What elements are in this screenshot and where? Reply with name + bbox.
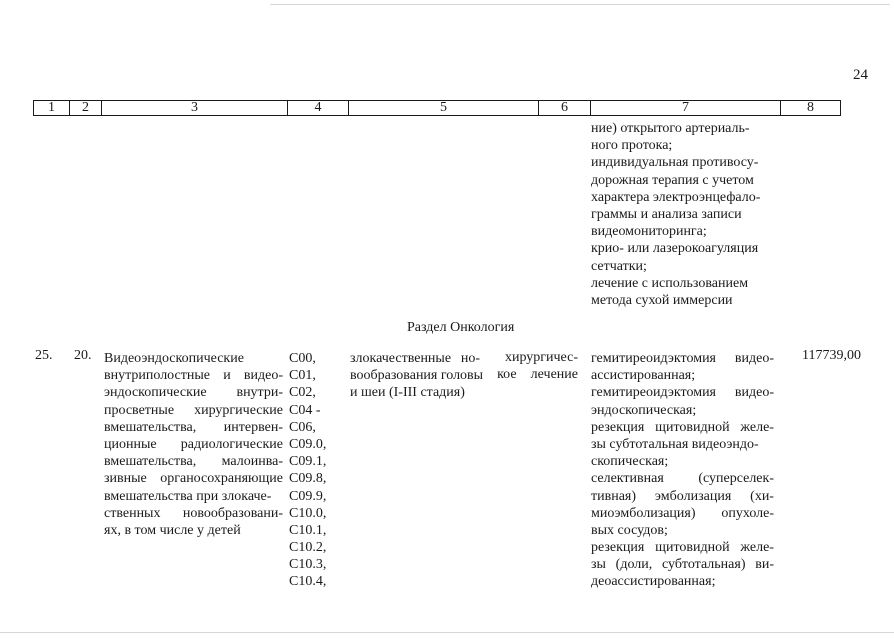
method-line-word: эндоскопическая;: [591, 402, 697, 418]
continued-method-line: лечение с использованием: [591, 275, 749, 291]
description-line-word: радиологические: [180, 436, 283, 452]
method-line-word: резекция: [591, 540, 645, 556]
scan-edge-line-bottom: [0, 632, 894, 633]
description-line-word: просветные: [104, 402, 175, 418]
method-line-word: щитовидной: [655, 540, 730, 556]
icd-code: C10.0,: [289, 505, 327, 521]
page-number: 24: [853, 67, 868, 83]
description-line-word: ях, в том числе у детей: [104, 522, 241, 538]
description-line-word: вмешательства,: [104, 454, 197, 470]
continued-method-line: ного протока;: [591, 138, 673, 154]
method-line: [591, 556, 774, 573]
column-number-3: 3: [102, 101, 288, 116]
method-line: [591, 522, 774, 539]
method-line-word: щитовидной: [655, 419, 730, 435]
continued-method-line: видеомониторинга;: [591, 224, 707, 240]
description-line-word: и: [223, 368, 231, 384]
method-line: [591, 402, 774, 419]
description-line: [104, 350, 283, 367]
method-line-word: видео-: [734, 351, 774, 366]
continued-method-line: дорожная терапия с учетом: [591, 172, 754, 188]
column-number-8: 8: [781, 101, 841, 116]
icd-code: C01,: [289, 368, 316, 384]
icd-code: C10.3,: [289, 557, 327, 573]
cost-value: 117739,00: [802, 348, 861, 363]
continued-method-line: граммы и анализа записи: [591, 206, 742, 222]
method-line-word: желе-: [740, 540, 774, 556]
diagnosis-text: [350, 350, 484, 402]
column-number-1: 1: [34, 101, 70, 116]
diagnosis-line-word: и шеи (I-III стадия): [350, 385, 465, 401]
treatment-type-word: кое: [497, 367, 517, 382]
treatment-type-line-1: [483, 350, 578, 366]
description-line: [104, 419, 283, 436]
icd-code: C09.1,: [289, 454, 327, 470]
description-line-word: хирургические: [194, 402, 283, 418]
method-line: [591, 350, 774, 367]
care-type-description: [104, 350, 283, 539]
diagnosis-line: [350, 384, 480, 401]
method-line-word: ви-: [755, 557, 774, 573]
icd-code: C09.9,: [289, 488, 327, 504]
description-line: [104, 367, 283, 384]
column-number-5: 5: [349, 101, 539, 116]
method-line-word: опухоле-: [721, 505, 774, 521]
description-line: [104, 436, 283, 453]
scan-edge-line-top: [270, 4, 890, 5]
treatment-type-line-2: [483, 367, 578, 383]
item-number: 20.: [74, 348, 92, 363]
continued-method-line: характера электроэнцефало-: [591, 189, 761, 205]
continued-method-line: ние) открытого артериаль-: [591, 121, 750, 136]
icd-code: C10.2,: [289, 540, 327, 556]
icd-code: C10.1,: [289, 522, 327, 538]
continued-method-line: индивидуальная противосу-: [591, 155, 759, 171]
description-line-word: эндоскопические: [104, 385, 207, 401]
description-line: [104, 384, 283, 401]
method-line-word: деоассистированная;: [591, 574, 716, 590]
icd-code: C09.0,: [289, 436, 327, 452]
description-line-word: ционные: [104, 436, 157, 452]
method-line-word: (хи-: [750, 488, 774, 504]
description-line-word: внутриполостные: [104, 368, 210, 384]
continued-method-line: метода сухой иммерсии: [591, 292, 733, 308]
method-line-word: субтотальная): [661, 557, 746, 573]
column-number-7: 7: [591, 101, 781, 116]
method-line-word: видео-: [734, 385, 774, 401]
description-line-word: вмешательства при злокаче-: [104, 488, 272, 504]
description-line-word: видео-: [243, 368, 283, 384]
method-line-word: гемитиреоидэктомия: [591, 385, 716, 401]
description-line: [104, 402, 283, 419]
icd-code: C00,: [289, 351, 316, 366]
diagnosis-line: [350, 350, 480, 367]
method-line-word: селективная: [591, 471, 664, 487]
description-line: [104, 522, 283, 539]
method-line-word: резекция: [591, 419, 645, 435]
description-line-word: интервен-: [223, 419, 283, 435]
treatment-methods-text: [591, 350, 774, 591]
section-title: Раздел Онкология: [407, 320, 515, 335]
method-line-word: эмболизация: [654, 488, 732, 504]
method-line-word: желе-: [740, 419, 774, 435]
icd-code: C04 -: [289, 402, 321, 418]
method-line: [591, 573, 774, 590]
method-line-word: ассистированная;: [591, 368, 696, 384]
diagnosis-line: [350, 367, 484, 384]
method-line-word: зы субтотальная видеоэндо-: [591, 436, 759, 452]
description-line-word: зивные: [104, 471, 147, 487]
continued-method-line: сетчатки;: [591, 258, 647, 274]
method-line-word: гемитиреоидэктомия: [591, 351, 716, 366]
method-line-word: (доли,: [615, 557, 653, 573]
icd-code: C09.8,: [289, 471, 327, 487]
method-line-word: (суперселек-: [698, 471, 774, 487]
diagnosis-line-word: но-: [460, 351, 480, 366]
continued-methods-text: [591, 120, 774, 309]
continued-method-line: крио- или лазерокоагуляция: [591, 241, 759, 257]
method-line-word: вых сосудов;: [591, 522, 668, 538]
column-number-6: 6: [539, 101, 591, 116]
description-line-word: Видеоэндоскопические: [104, 351, 244, 366]
method-line: [591, 367, 774, 384]
method-line-word: миоэмболизация): [591, 505, 696, 521]
description-line-word: вмешательства,: [104, 419, 197, 435]
description-line-word: новообразовани-: [182, 505, 283, 521]
column-number-2: 2: [70, 101, 102, 116]
description-line: [104, 470, 283, 487]
method-line-word: тивная): [591, 488, 637, 504]
icd-code: C10.4,: [289, 574, 327, 590]
method-line-word: скопическая;: [591, 454, 669, 470]
diagnosis-line-word: злокачественные: [350, 351, 452, 366]
column-number-4: 4: [288, 101, 349, 116]
description-line-word: малоинва-: [221, 454, 283, 470]
method-line: [591, 470, 774, 487]
description-line-word: внутри-: [236, 385, 283, 401]
treatment-type-word: лечение: [530, 367, 578, 382]
method-line: [591, 436, 774, 453]
method-line: [591, 539, 774, 556]
row-number: 25.: [35, 348, 53, 363]
method-line: [591, 453, 774, 470]
diagnosis-line-word: вообразования головы: [350, 368, 484, 384]
method-line-word: зы: [591, 557, 606, 573]
method-line: [591, 384, 774, 401]
icd-code: C02,: [289, 385, 316, 401]
icd-code: C06,: [289, 419, 316, 435]
description-line: [104, 505, 283, 522]
icd-codes: [289, 350, 344, 591]
description-line: [104, 488, 283, 505]
description-line-word: органосохраняющие: [160, 471, 283, 487]
description-line: [104, 453, 283, 470]
treatment-type-word: хирургичес-: [504, 350, 578, 365]
method-line: [591, 419, 774, 436]
description-line-word: ственных: [104, 505, 161, 521]
method-line: [591, 505, 774, 522]
method-line: [591, 488, 774, 505]
column-number-header: [33, 100, 841, 116]
